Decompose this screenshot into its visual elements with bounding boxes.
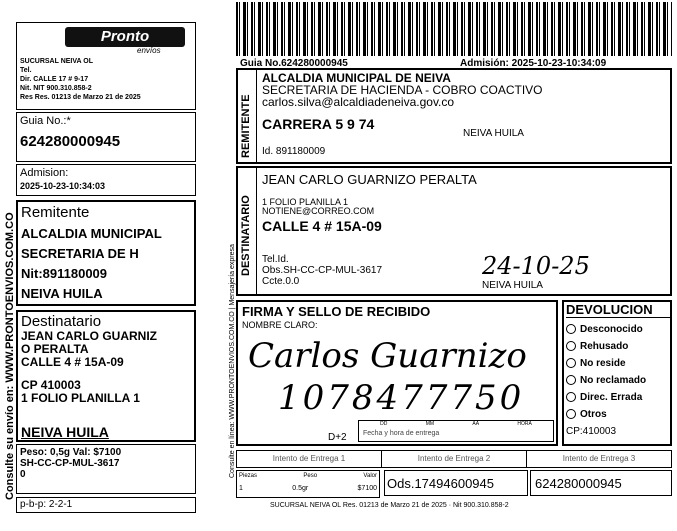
- radio-icon: [566, 409, 576, 419]
- guia-number: 624280000945: [20, 133, 121, 150]
- intento-2: Intento de Entrega 2: [382, 451, 527, 467]
- stub-branch-info: SUCURSAL NEIVA OL Tel. Dir. CALLE 17 # 9-17 Nit. NIT 900.310.858-2 Res Res. 01213 de Marzo 21 de 2025: [20, 58, 141, 101]
- destinatario-label: Destinatario: [21, 313, 102, 330]
- dest-tel: Tel.Id.: [262, 254, 289, 265]
- dest-line-1: 1 FOLIO PLANILLA 1: [262, 197, 349, 207]
- dest-name: JEAN CARLO GUARNIZO PERALTA: [262, 172, 477, 187]
- stub-pbp-box: [16, 497, 196, 513]
- admision-date: 2025-10-23-10:34:03: [20, 181, 106, 191]
- guia-label: Guia No.:*: [20, 115, 71, 127]
- guia-bottom-number: 624280000945: [535, 476, 622, 491]
- fecha-entrega-box: [358, 420, 554, 442]
- main-remitente-box: [236, 68, 672, 164]
- stub-destinatario-box: [16, 310, 196, 442]
- footer-text: SUCURSAL NEIVA OL Res. 01213 de Marzo 21 de 2025 · Nit 900.310.858-2: [270, 502, 509, 509]
- admision-label: Admision:: [20, 167, 69, 179]
- signature-id: 1078477750: [278, 378, 525, 418]
- radio-icon: [566, 392, 576, 402]
- field-mm: MM: [425, 421, 435, 427]
- d2-label: D+2: [328, 432, 347, 443]
- nombre-claro-label: NOMBRE CLARO:: [242, 320, 318, 330]
- devolucion-title: DEVOLUCION: [566, 302, 670, 318]
- stub-remitente-box: [16, 200, 196, 306]
- firma-title: FIRMA Y SELLO DE RECIBIDO: [242, 304, 431, 319]
- intento-row: [236, 450, 672, 468]
- radio-icon: [566, 358, 576, 368]
- mid-vertical-url: Consulte en línea: WWW.PRONTOENVIOS.COM.CO | Mensajería expresa: [229, 244, 236, 478]
- destinatario-lines: JEAN CARLO GUARNIZ O PERALTA CALLE 4 # 15A-09 CP 410003 1 FOLIO PLANILLA 1: [21, 329, 158, 405]
- remitente-label: Remitente: [21, 204, 90, 221]
- remitente-name: ALCALDIA MUNICIPAL DE NEIVA: [262, 71, 451, 85]
- field-aa: AA: [472, 421, 480, 427]
- radio-icon: [566, 375, 576, 385]
- handwritten-date: 24-10-25: [482, 252, 590, 280]
- dest-obs: Obs.SH-CC-CP-MUL-3617: [262, 265, 383, 276]
- destinatario-vertical: DESTINATARIO: [240, 195, 252, 276]
- main-destinatario-box: [236, 166, 672, 296]
- firma-box: [236, 300, 558, 446]
- field-hora: HORA: [517, 421, 532, 427]
- remitente-address: CARRERA 5 9 74: [262, 116, 375, 132]
- stub-admision-box: [16, 164, 196, 196]
- guia-bottom-box: [530, 470, 672, 496]
- devolucion-no-reside[interactable]: No reside: [566, 355, 646, 372]
- piezas-values: 1 0.5gr $7100: [239, 485, 377, 492]
- stub-peso-box: [16, 444, 196, 494]
- devolucion-direc-errada[interactable]: Direc. Errada: [566, 389, 646, 406]
- devolucion-rehusado[interactable]: Rehusado: [566, 338, 646, 355]
- field-dd: DD: [380, 421, 388, 427]
- dest-email: NOTIENE@CORREO.COM: [262, 206, 375, 216]
- ref-line: SH-CC-CP-MUL-3617: [20, 458, 120, 469]
- remitente-id: Id. 891180009: [262, 146, 326, 157]
- pbp-line: p-b-p: 2-2-1: [20, 499, 73, 510]
- signature-name: Carlos Guarnizo: [248, 336, 527, 376]
- devolucion-desconocido[interactable]: Desconocido: [566, 321, 646, 338]
- stub-guia-box: [16, 112, 196, 162]
- zero-value: 0: [20, 469, 26, 480]
- radio-icon: [566, 341, 576, 351]
- ods-number: Ods.17494600945: [387, 476, 494, 491]
- main-admision-header: Admisión: 2025-10-23-10:34:09: [460, 58, 607, 69]
- intento-1: Intento de Entrega 1: [237, 451, 382, 467]
- remitente-city: NEIVA HUILA: [463, 128, 524, 139]
- devolucion-otros[interactable]: Otros: [566, 406, 646, 423]
- dest-address: CALLE 4 # 15A-09: [262, 218, 382, 234]
- barcode: [236, 2, 672, 56]
- fecha-entrega-label: Fecha y hora de entrega: [363, 430, 440, 437]
- side-url-vertical: Consulte su envío en: WWW.PRONTOENVIOS.COM.CO: [4, 212, 16, 500]
- remitente-email: carlos.silva@alcaldiadeneiva.gov.co: [262, 95, 455, 109]
- peso-line: Peso: 0,5g Val: $7100: [20, 447, 122, 458]
- intento-3: Intento de Entrega 3: [562, 454, 636, 463]
- remitente-dept: SECRETARIA DE HACIENDA - COBRO COACTIVO: [262, 83, 543, 97]
- devolucion-no-reclamado[interactable]: No reclamado: [566, 372, 646, 389]
- ods-box: [384, 470, 528, 496]
- dest-city: NEIVA HUILA: [21, 424, 109, 440]
- main-dest-city: NEIVA HUILA: [482, 280, 543, 291]
- piezas-headers: Piezas Peso Valor: [239, 473, 377, 479]
- devolucion-cp: CP:410003: [566, 426, 617, 437]
- main-guia-header: Guia No.624280000945: [240, 58, 348, 69]
- remitente-lines: ALCALDIA MUNICIPAL SECRETARIA DE H Nit:891180009 NEIVA HUILA: [21, 226, 162, 301]
- remitente-vertical: REMITENTE: [240, 94, 252, 158]
- piezas-table: [236, 470, 380, 498]
- stub-header-box: [16, 22, 196, 110]
- radio-icon: [566, 324, 576, 334]
- logo-tagline: envíos: [137, 46, 161, 55]
- devolucion-box: [562, 300, 672, 446]
- dest-ccte: Ccte.0.0: [262, 276, 300, 287]
- pronto-logo: Pronto: [65, 27, 185, 47]
